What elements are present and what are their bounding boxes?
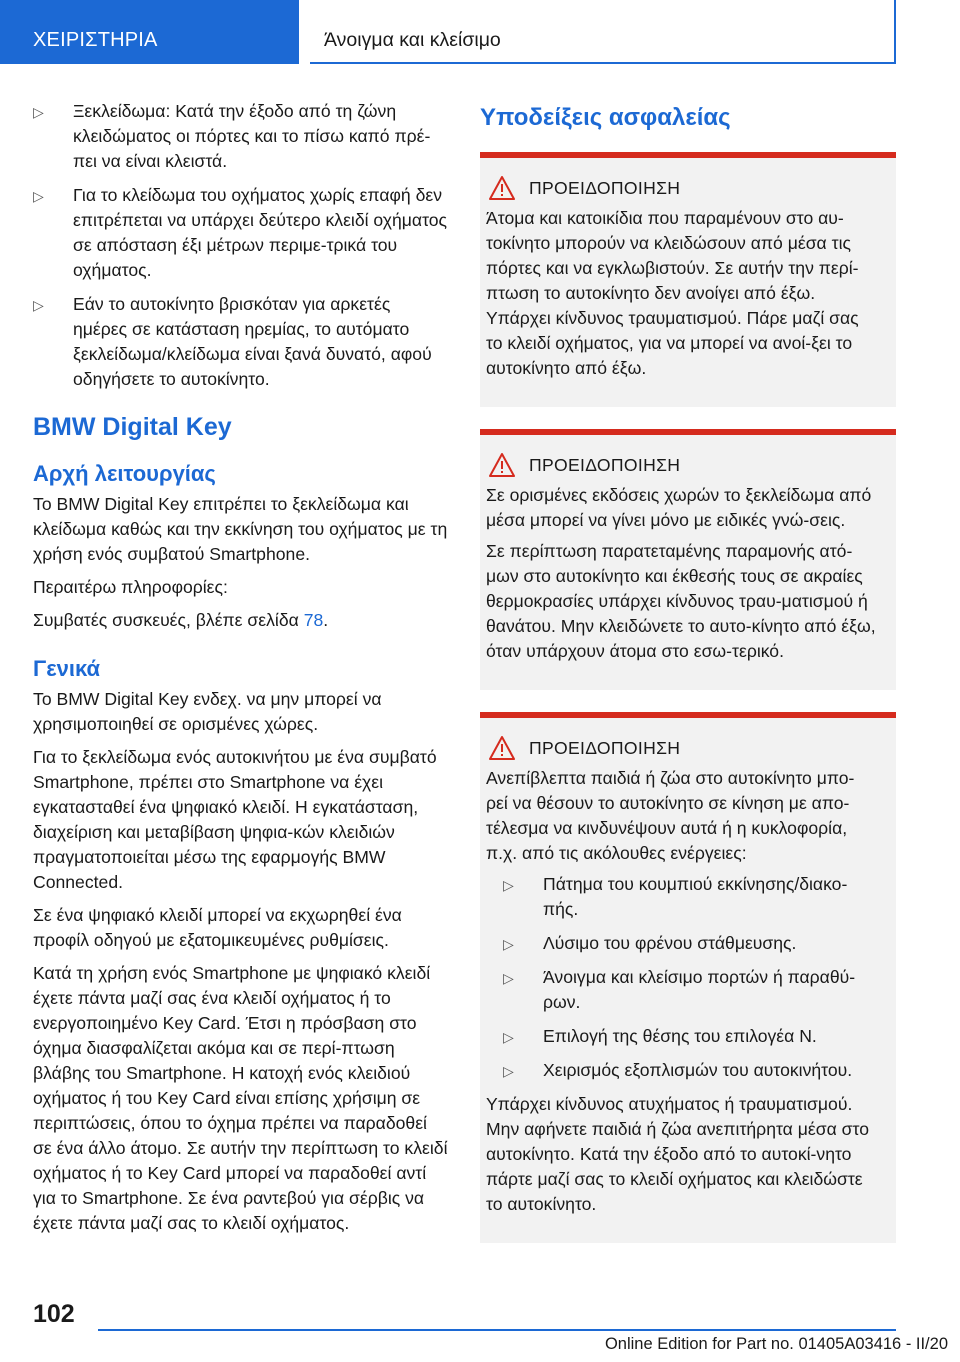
list-item xyxy=(503,965,876,1015)
topic-title: Άνοιγμα και κλείσιμο xyxy=(310,0,896,64)
warning-triangle-icon xyxy=(489,735,515,761)
list-item xyxy=(503,931,876,956)
general-paragraph: Για το ξεκλείδωμα ενός αυτοκινήτου με ένα συμβατό Smartphone, πρέπει στο Smartphone να έχει εγκατασταθεί ένα ψηφιακό κλειδί. Η εγκατάσταση, διαχείριση και μεταβίβαση ψηφια-κών κλειδιών πραγματοποιείται μέσω της εφαρμογής BMW Connected. xyxy=(33,747,437,892)
warning-title xyxy=(486,174,876,202)
warning-box xyxy=(480,429,896,690)
safety-heading: Υποδείξεις ασφαλείας xyxy=(480,104,731,131)
principle-paragraph: Το BMW Digital Key επιτρέπει το ξεκλείδωμα και κλείδωμα καθώς και την εκκίνηση του οχήματος με τη χρήση ενός συμβατού Smartphone. xyxy=(33,494,448,564)
period: . xyxy=(323,610,329,630)
warning-label: ΠΡΟΕΙΔΟΠΟΙΗΣΗ xyxy=(529,454,681,475)
list-item-text: Επιλογή της θέσης του επιλογέα N. xyxy=(543,1026,817,1046)
left-column xyxy=(33,99,448,1244)
general-paragraph: Το BMW Digital Key ενδεχ. να μην μπορεί να χρησιμοποιηθεί σε ορισμένες χώρες. xyxy=(33,689,382,734)
right-column xyxy=(480,99,896,1265)
triangle-bullet-icon: ▷ xyxy=(503,1063,514,1079)
general-paragraph: Κατά τη χρήση ενός Smartphone με ψηφιακό κλειδί έχετε πάντα μαζί σας ένα κλειδί οχήματος ή το ενεργοποιημένο Key Card. Έτσι η πρόσβαση στο όχημα διασφαλίζεται ακόμα και σε περί-πτωση βλάβης του Smartphone. Η κατοχή ενός κλειδιού οχήματος ή του Key Card είναι επίσης χρήσιμη σε περιπτώσεις, όπου το όχημα πρέπει να παραδοθεί σε ένα άλλο άτομο. Σε αυτήν την περίπτωση το κλειδί οχήματος ή το Key Card μπορεί να παραδοθεί αντί για το Smartphone. Σε ένα ραντεβού για σέρβις να έχετε πάντα μαζί σας το κλειδί οχήματος. xyxy=(33,963,448,1233)
warning-title xyxy=(486,451,876,479)
triangle-bullet-icon: ▷ xyxy=(503,877,514,893)
list-item xyxy=(503,1024,876,1049)
warning-text: Άτομα και κατοικίδια που παραμένουν στο αυ-τοκίνητο μπορούν να κλειδώσουν από μέσα τις πόρτες και να εγκλωβιστούν. Σε αυτήν την περί-πτωση το αυτοκίνητο δεν ανοίγει από έξω. Υπάρχει κίνδυνος τραυματισμού. Πάρε μαζί σας το κλειδί οχήματος, για να μπορεί να ανοί-ξει το αυτοκίνητο από έξω. xyxy=(486,208,859,378)
more-info-label: Περαιτέρω πληροφορίες: xyxy=(33,577,228,597)
list-item xyxy=(503,1058,876,1083)
warning-text: Ανεπίβλεπτα παιδιά ή ζώα στο αυτοκίνητο μπο-ρεί να θέσουν το αυτοκίνητο σε κίνηση με απο-τέλεσμα να κινδυνέψουν αυτά ή η κυκλοφορία, π.χ. από τις ακόλουθες ενέργειες: xyxy=(486,768,855,863)
triangle-bullet-icon: ▷ xyxy=(503,936,514,952)
general-heading: Γενικά xyxy=(33,656,101,681)
page-link[interactable]: 78 xyxy=(303,610,324,630)
footer-divider xyxy=(98,1329,896,1331)
warning-text: Υπάρχει κίνδυνος ατυχήματος ή τραυματισμού. Μην αφήνετε παιδιά ή ζώα ανεπιτήρητα μέσα στο αυτοκίνητο. Κατά την έξοδο από το αυτοκί-νητο πάρτε μαζί σας το κλειδί οχήματος και κλειδώστε το αυτοκίνητο. xyxy=(486,1094,869,1214)
warning-triangle-icon xyxy=(489,175,515,201)
triangle-bullet-icon: ▷ xyxy=(33,104,44,120)
edition-footer: Online Edition for Part no. 01405A03416 - II/20 xyxy=(604,1335,948,1353)
page-header xyxy=(0,0,960,64)
list-item-text: Εάν το αυτοκίνητο βρισκόταν για αρκετές ημέρες σε κατάσταση ηρεμίας, το αυτόματο ξεκλείδωμα/κλείδωμα είναι ξανά δυνατό, αφού οδηγήσετε το αυτοκίνητο. xyxy=(73,294,432,389)
warning-box xyxy=(480,712,896,1243)
list-item xyxy=(503,872,876,922)
triangle-bullet-icon: ▷ xyxy=(503,970,514,986)
page-number: 102 xyxy=(33,1300,75,1328)
general-paragraph: Σε ένα ψηφιακό κλειδί μπορεί να εκχωρηθεί ένα προφίλ οδηγού με εξατομικευμένες ρυθμίσεις. xyxy=(33,905,402,950)
list-item-text: Πάτημα του κουμπιού εκκίνησης/διακο-πής. xyxy=(543,874,848,919)
warning-text: Σε περίπτωση παρατεταμένης παραμονής ατό-μων στο αυτοκίνητο και έκθεσής τους σε ακραίες θερμοκρασίες υπάρχει κίνδυνος τραυ-ματισμού ή θανάτου. Μην κλειδώνετε το αυτο-κίνητο από έξω, όταν υπάρχουν άτομα στο εσω-τερικό. xyxy=(486,541,876,661)
warning-box xyxy=(480,152,896,407)
list-item xyxy=(33,292,448,392)
compatible-devices-text: Συμβατές συσκευές, βλέπε σελίδα xyxy=(33,610,304,630)
warning-label: ΠΡΟΕΙΔΟΠΟΙΗΣΗ xyxy=(529,737,681,758)
list-item xyxy=(33,99,448,174)
list-item-text: Λύσιμο του φρένου στάθμευσης. xyxy=(543,933,797,953)
warning-text: Σε ορισμένες εκδόσεις χωρών το ξεκλείδωμα από μέσα μπορεί να γίνει μόνο με ειδικές γνώ-σεις. xyxy=(486,485,872,530)
section-tab: ΧΕΙΡΙΣΤΗΡΙΑ xyxy=(0,0,299,64)
list-item-text: Χειρισμός εξοπλισμών του αυτοκινήτου. xyxy=(543,1060,853,1080)
triangle-bullet-icon: ▷ xyxy=(503,1029,514,1045)
section-title: BMW Digital Key xyxy=(33,413,232,441)
compatible-devices-ref xyxy=(33,608,448,633)
list-item xyxy=(33,183,448,283)
warning-title xyxy=(486,734,876,762)
list-item-text: Ξεκλείδωμα: Κατά την έξοδο από τη ζώνη κλειδώματος οι πόρτες και το πίσω καπό πρέ-πει να είναι κλειστά. xyxy=(73,101,431,171)
list-item-text: Άνοιγμα και κλείσιμο πορτών ή παραθύ-ρων. xyxy=(543,967,856,1012)
list-item-text: Για το κλείδωμα του οχήματος χωρίς επαφή δεν επιτρέπεται να υπάρχει δεύτερο κλειδί οχήματος σε απόσταση έξι μέτρων περιμε-τρικά του οχήματος. xyxy=(73,185,448,280)
triangle-bullet-icon: ▷ xyxy=(33,188,44,204)
principle-heading: Αρχή λειτουργίας xyxy=(33,461,216,486)
warning-label: ΠΡΟΕΙΔΟΠΟΙΗΣΗ xyxy=(529,177,681,198)
triangle-bullet-icon: ▷ xyxy=(33,297,44,313)
warning-triangle-icon xyxy=(489,452,515,478)
